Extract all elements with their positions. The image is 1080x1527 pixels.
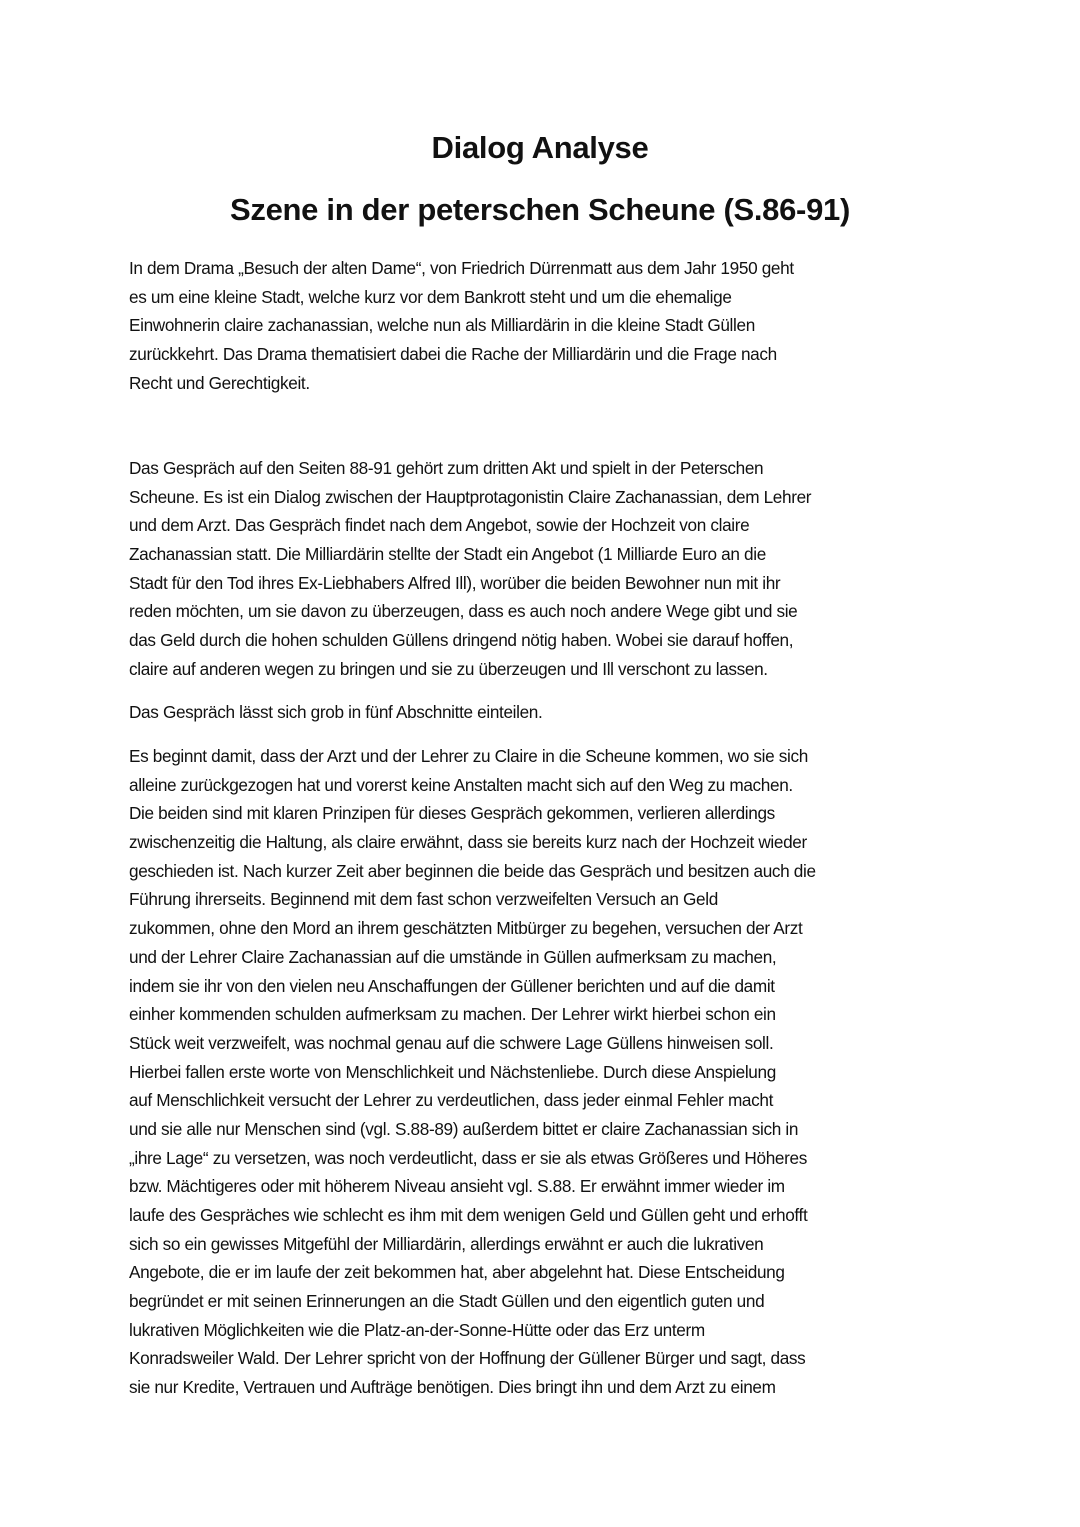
text-line: indem sie ihr von den vielen neu Anschaffungen der Güllener berichten und auf die damit — [129, 975, 775, 996]
text-line: Stadt für den Tod ihres Ex-Liebhabers Alfred Ill), worüber die beiden Bewohner nun mit ihr — [129, 572, 781, 593]
text-line: zwischenzeitig die Haltung, als claire erwähnt, dass sie bereits kurz nach der Hochzeit wieder — [129, 832, 807, 853]
text-line: Die beiden sind mit klaren Prinzipen für dieses Gespräch gekommen, verlieren allerdings — [129, 803, 775, 824]
text-line: Scheune. Es ist ein Dialog zwischen der Hauptprotagonistin Claire Zachanassian, dem Lehrer — [129, 486, 812, 507]
text-line: und sie alle nur Menschen sind (vgl. S.88-89) außerdem bittet er claire Zachanassian sich in — [129, 1118, 799, 1139]
text-line: Das Gespräch auf den Seiten 88-91 gehört zum dritten Akt und spielt in der Peterschen — [129, 458, 764, 478]
text-line: zurückkehrt. Das Drama thematisiert dabei die Rache der Milliardärin und die Frage nach — [129, 344, 777, 365]
text-line: Zachanassian statt. Die Milliardärin stellte der Stadt ein Angebot (1 Milliarde Euro an die — [129, 544, 766, 565]
text-line: Das Gespräch lässt sich grob in fünf Abschnitte einteilen. — [129, 702, 543, 722]
text-line: Angebote, die er im laufe der zeit bekommen hat, aber abgelehnt hat. Diese Entscheidung — [129, 1262, 785, 1283]
text-line: Recht und Gerechtigkeit. — [129, 372, 310, 393]
text-line: Hierbei fallen erste worte von Menschlichkeit und Nächstenliebe. Durch diese Anspielung — [129, 1061, 776, 1082]
text-line: Einwohnerin claire zachanassian, welche nun als Milliardärin in die kleine Stadt Güllen — [129, 315, 755, 336]
text-line: Es beginnt damit, dass der Arzt und der Lehrer zu Claire in die Scheune kommen, wo sie sich — [129, 746, 808, 766]
text-line: claire auf anderen wegen zu bringen und sie zu überzeugen und Ill verschont zu lassen. — [129, 658, 768, 679]
paragraph-context — [129, 454, 811, 684]
text-line: einher kommenden schulden aufmerksam zu machen. Der Lehrer wirkt hierbei schon ein — [129, 1004, 776, 1025]
text-line: auf Menschlichkeit versucht der Lehrer zu verdeutlichen, dass jeder einmal Fehler macht — [129, 1090, 774, 1111]
text-line: das Geld durch die hohen schulden Güllens dringend nötig haben. Wobei sie darauf hoffen, — [129, 630, 794, 651]
text-line: bzw. Mächtigeres oder mit höherem Niveau ansieht vgl. S.88. Er erwähnt immer wieder im — [129, 1176, 785, 1197]
text-line: In dem Drama „Besuch der alten Dame“, von Friedrich Dürrenmatt aus dem Jahr 1950 geht — [129, 258, 794, 278]
text-line: zukommen, ohne den Mord an ihrem geschätzten Mitbürger zu begehen, versuchen der Arzt — [129, 918, 803, 939]
text-line: geschieden ist. Nach kurzer Zeit aber beginnen die beide das Gespräch und besitzen auch die — [129, 860, 816, 881]
text-line: es um eine kleine Stadt, welche kurz vor dem Bankrott steht und um die ehemalige — [129, 286, 732, 307]
text-line: laufe des Gespräches wie schlecht es ihm mit dem wenigen Geld und Güllen geht und erhofft — [129, 1205, 808, 1225]
text-line: und der Lehrer Claire Zachanassian auf die umstände in Güllen aufmerksam zu machen, — [129, 946, 777, 967]
paragraph-analysis — [129, 742, 816, 1402]
document-title: Dialog Analyse — [431, 130, 649, 165]
text-line: begründet er mit seinen Erinnerungen an die Stadt Güllen und den eigentlich guten und — [129, 1291, 765, 1312]
paragraph-structure — [129, 698, 542, 727]
text-line: Stück weit verzweifelt, was nochmal genau auf die schwere Lage Güllens hinweisen soll. — [129, 1032, 774, 1053]
text-line: alleine zurückgezogen hat und vorerst keine Anstalten macht sich auf den Weg zu machen. — [129, 774, 793, 795]
text-line: sie nur Kredite, Vertrauen und Aufträge benötigen. Dies bringt ihn und dem Arzt zu einem — [129, 1377, 776, 1398]
text-line: sich so ein gewisses Mitgefühl der Milliardärin, allerdings erwähnt er auch die lukrativen — [129, 1233, 764, 1254]
text-line: lukrativen Möglichkeiten wie die Platz-an-der-Sonne-Hütte oder das Erz unterm — [129, 1319, 705, 1340]
text-line: Führung ihrerseits. Beginnend mit dem fast schon verzweifelten Versuch an Geld — [129, 889, 718, 910]
paragraph-intro — [129, 254, 794, 397]
text-line: reden möchten, um sie davon zu überzeugen, dass es auch noch andere Wege gibt und sie — [129, 601, 798, 622]
text-line: und dem Arzt. Das Gespräch findet nach dem Angebot, sowie der Hochzeit von claire — [129, 515, 750, 536]
text-line: Konradsweiler Wald. Der Lehrer spricht von der Hoffnung der Güllener Bürger und sagt, dass — [129, 1348, 806, 1369]
document-subtitle: Szene in der peterschen Scheune (S.86-91) — [230, 192, 850, 227]
text-line: „ihre Lage“ zu versetzen, was noch verdeutlicht, dass er sie als etwas Größeres und Höheres — [129, 1147, 807, 1168]
